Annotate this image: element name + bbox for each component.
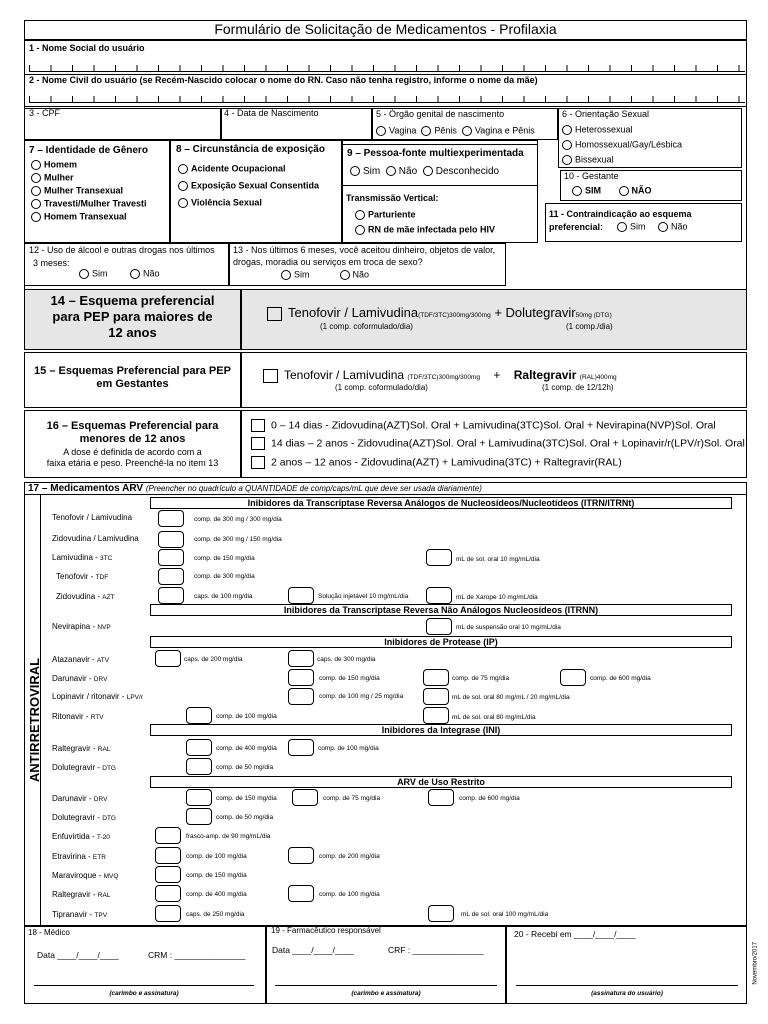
field-7-label: 7 – Identidade de Gênero	[29, 145, 148, 156]
field-6-label: 6 - Orientação Sexual	[562, 109, 650, 119]
field-17-box	[24, 482, 747, 926]
field-18-crm[interactable]: CRM : _______________	[148, 950, 246, 960]
quantity-box[interactable]	[186, 808, 212, 825]
field-16-title: 16 – Esquemas Preferencial para menores de 12 anos	[46, 420, 219, 445]
field-16-row[interactable]: 14 dias – 2 anos - Zidovudina(AZT)Sol. Oral + Lamivudina(3TC)Sol. Oral + Lopinavir/r(LPV/r)Sol. Oral	[251, 437, 745, 450]
quantity-box[interactable]	[155, 885, 181, 902]
quantity-box[interactable]	[560, 669, 586, 686]
drug-dose: comp. de 150 mg/dia	[216, 795, 277, 802]
drug-dose: comp. de 400 mg/dia	[216, 745, 277, 752]
quantity-box[interactable]	[426, 549, 452, 566]
field-5-label: 5 - Órgão genital de nascimento	[376, 109, 505, 119]
drug-row-label: Etravirina - ETR	[52, 852, 106, 861]
field-18-date[interactable]: Data ____/____/____	[37, 950, 119, 960]
drug-dose: comp. de 50 mg/dia	[216, 814, 274, 821]
quantity-box[interactable]	[288, 885, 314, 902]
field-2-label: 2 - Nome Civil do usuário (se Recém-Nascido colocar o nome do RN. Caso não tenha registro, informe o nome da mãe)	[29, 75, 538, 85]
drug-row-label: Zidovudina / Lamivudina	[52, 534, 139, 543]
field-10-label: 10 - Gestante	[564, 171, 619, 181]
quantity-box[interactable]	[186, 789, 212, 806]
section-arv-restrito: ARV de Uso Restrito	[150, 776, 732, 788]
field-7-option[interactable]: Homem Transexual	[31, 212, 127, 222]
section-ini: Inibidores da Integrase (INI)	[150, 724, 732, 736]
field-7-option[interactable]: Mulher Transexual	[31, 186, 123, 196]
field-19-label: 19 - Farmacêutico responsável	[271, 926, 381, 935]
drug-dose: caps. de 300 mg/dia	[317, 656, 376, 663]
field-8-option[interactable]: Violência Sexual	[178, 198, 262, 208]
section-itrn: Inibidores da Transcriptase Reversa Análogos de Nucleosídeos/Nucleotídeos (ITRN/ITRNt)	[150, 497, 732, 509]
drug-dose: comp. de 100 mg/dia	[216, 713, 277, 720]
field-14-note-2: (1 comp./dia)	[566, 322, 613, 331]
field-9-tv-option[interactable]: RN de mãe infectada pelo HIV	[355, 225, 495, 235]
quantity-box[interactable]	[423, 688, 449, 705]
field-12-label-2: 3 meses:	[33, 258, 70, 268]
field-6-option[interactable]: Bissexual	[562, 155, 614, 165]
field-18-signature-caption: (carimbo e assinatura)	[109, 990, 179, 997]
drug-row-label: Darunavir - DRV	[52, 794, 108, 803]
drug-dose: mL de suspensão oral 10 mg/mL/dia	[456, 624, 561, 631]
drug-row-label: Tipranavir - TPV	[52, 910, 108, 919]
field-16-row[interactable]: 0 – 14 dias - Zidovudina(AZT)Sol. Oral + Lamivudina(3TC)Sol. Oral + Nevirapina(NVP)Sol. Oral	[251, 419, 716, 432]
field-15-regimen[interactable]: Tenofovir / Lamivudina (TDF/3TC)300mg/300mg + Raltegravir (RAL)400mg	[263, 369, 617, 383]
quantity-box[interactable]	[288, 688, 314, 705]
field-8-option[interactable]: Exposição Sexual Consentida	[178, 181, 319, 191]
quantity-box[interactable]	[155, 847, 181, 864]
field-20-signature-caption: (assinatura do usuário)	[591, 990, 663, 997]
drug-dose: comp. de 150 mg/dia	[319, 675, 380, 682]
quantity-box[interactable]	[155, 650, 181, 667]
field-11-options[interactable]: Sim Não	[617, 222, 688, 232]
field-7-option[interactable]: Mulher	[31, 173, 74, 183]
quantity-box[interactable]	[288, 650, 314, 667]
drug-dose: comp. de 100 mg/dia	[319, 891, 380, 898]
quantity-box[interactable]	[158, 510, 184, 527]
drug-dose: mL de sol. oral 80 mg/mL / 20 mg/mL/dia	[452, 694, 570, 701]
field-18-label: 18 - Médico	[28, 928, 70, 937]
quantity-box[interactable]	[158, 568, 184, 585]
field-1-input[interactable]	[29, 62, 745, 72]
field-12-options[interactable]: Sim Não	[79, 269, 160, 279]
drug-row-label: Tenofovir - TDF	[56, 572, 109, 581]
drug-row-label: Nevirapina - NVP	[52, 622, 111, 631]
quantity-box[interactable]	[428, 905, 454, 922]
drug-dose: comp. de 100 mg / 25 mg/dia	[319, 693, 404, 700]
quantity-box[interactable]	[288, 739, 314, 756]
field-12-label: 12 - Uso de álcool e outras drogas nos últimos	[29, 245, 215, 255]
section-ip: Inibidores de Protease (IP)	[150, 636, 732, 648]
drug-row-label: Dolutegravir - DTG	[52, 763, 116, 772]
field-14-note-1: (1 comp. coformulado/dia)	[320, 322, 413, 331]
field-3-input[interactable]	[24, 108, 221, 140]
field-13-label-2: drogas, moradia ou serviços em troca de sexo?	[233, 257, 423, 267]
drug-dose: caps. de 250 mg/dia	[186, 911, 245, 918]
drug-dose: comp. de 400 mg/dia	[186, 891, 247, 898]
quantity-box[interactable]	[155, 827, 181, 844]
drug-dose: comp. de 150 mg/dia	[194, 555, 255, 562]
drug-dose: mL de sol. oral 10 mg/mL/dia	[456, 556, 540, 563]
field-1-label: 1 - Nome Social do usuário	[29, 43, 145, 53]
drug-dose: comp. de 75 mg/dia	[452, 675, 510, 682]
drug-dose: comp. de 200 mg/dia	[319, 853, 380, 860]
field-15-title: 15 – Esquemas Preferencial para PEP em Gestantes	[34, 365, 231, 390]
revision-note: Novembro/2017	[752, 941, 759, 985]
drug-dose: Solução injetável 10 mg/mL/dia	[318, 593, 409, 600]
drug-row-label: Tenofovir / Lamivudina	[52, 513, 133, 522]
field-17-label: 17 – Medicamentos ARV (Preencher no quadrículo a QUANTIDADE de comp/caps/mL que deve ser usada diariamente)	[28, 483, 482, 494]
field-9-label: 9 – Pessoa-fonte multiexperimentada	[347, 148, 524, 159]
drug-row-label: Dolutegravir - DTG	[52, 813, 116, 822]
field-13-options[interactable]: Sim Não	[281, 270, 369, 280]
drug-dose: comp. de 600 mg/dia	[590, 675, 651, 682]
quantity-box[interactable]	[155, 905, 181, 922]
drug-row-label: Atazanavir - ATV	[52, 655, 110, 664]
drug-row-label: Zidovudina - AZT	[56, 592, 115, 601]
quantity-box[interactable]	[288, 669, 314, 686]
field-8-label: 8 – Circunstância de exposição	[176, 144, 325, 155]
quantity-box[interactable]	[423, 669, 449, 686]
drug-dose: comp. de 300 mg/dia	[194, 573, 255, 580]
field-20-label[interactable]: 20 - Recebi em ____/____/____	[514, 929, 636, 939]
field-4-input[interactable]	[221, 108, 372, 140]
quantity-box[interactable]	[292, 789, 318, 806]
field-19-signature-caption: (carimbo e assinatura)	[351, 990, 421, 997]
quantity-box[interactable]	[423, 707, 449, 724]
quantity-box[interactable]	[186, 739, 212, 756]
field-2-input[interactable]	[29, 93, 745, 103]
field-20-signature-line[interactable]	[516, 985, 738, 986]
field-3-label: 3 - CPF	[29, 108, 61, 118]
field-5-options[interactable]: Vagina Pênis Vagina e Pênis	[376, 126, 535, 136]
drug-dose: comp. de 600 mg/dia	[459, 795, 520, 802]
field-4-label: 4 - Data de Nascimento	[224, 108, 319, 118]
drug-dose: mL de sol. oral 100 mg/mL/dia	[461, 911, 549, 918]
field-14-title: 14 – Esquema preferencial para PEP para maiores de 12 anos	[50, 293, 215, 340]
field-6-option[interactable]: Heterossexual	[562, 125, 633, 135]
field-10-options[interactable]: SIM NÃO	[572, 186, 652, 196]
field-15-note-2: (1 comp. de 12/12h)	[542, 383, 614, 392]
antirretroviral-side-label: ANTIRRETROVIRAL	[26, 657, 42, 783]
drug-dose: comp. de 300 mg / 300 mg/dia	[194, 516, 282, 523]
drug-dose: comp. de 75 mg/dia	[323, 795, 381, 802]
quantity-box[interactable]	[158, 549, 184, 566]
quantity-box[interactable]	[158, 531, 184, 548]
drug-dose: comp. de 100 mg/dia	[186, 853, 247, 860]
drug-dose: comp. de 100 mg/dia	[318, 745, 379, 752]
field-9-options[interactable]: Sim Não Desconhecido	[350, 166, 499, 177]
drug-dose: frasco-amp. de 90 mg/mL/dia	[186, 833, 271, 840]
quantity-box[interactable]	[426, 618, 452, 635]
field-19-signature-line[interactable]	[275, 985, 497, 986]
drug-dose: comp. de 50 mg/dia	[216, 764, 274, 771]
quantity-box[interactable]	[288, 847, 314, 864]
quantity-box[interactable]	[426, 587, 452, 604]
drug-dose: mL de Xarope 10 mg/mL/dia	[456, 594, 538, 601]
field-7-option[interactable]: Travesti/Mulher Travesti	[31, 199, 147, 209]
field-8-option[interactable]: Acidente Ocupacional	[178, 164, 286, 174]
drug-dose: caps. de 200 mg/dia	[184, 656, 243, 663]
section-itrnn: Inibidores da Transcriptase Reversa Não Análogos Nucleosídeos (ITRNN)	[150, 604, 732, 616]
drug-dose: caps. de 100 mg/dia	[194, 593, 253, 600]
field-6-option[interactable]: Homossexual/Gay/Lésbica	[562, 140, 682, 150]
drug-row-label: Darunavir - DRV	[52, 674, 108, 683]
quantity-box[interactable]	[288, 587, 314, 604]
field-9-tv-option[interactable]: Parturiente	[355, 210, 416, 220]
quantity-box[interactable]	[428, 789, 454, 806]
field-16-row[interactable]: 2 anos – 12 anos - Zidovudina(AZT) + Lamivudina(3TC) + Raltegravir(RAL)	[251, 456, 622, 469]
drug-row-label: Ritonavir - RTV	[52, 712, 104, 721]
drug-row-label: Maraviroque - MVQ	[52, 871, 119, 880]
field-14-regimen[interactable]: Tenofovir / Lamivudina(TDF/3TC)300mg/300mg + Dolutegravir50mg (DTG)	[267, 306, 612, 321]
drug-dose: mL de sol. oral 80 mg/mL/dia	[452, 714, 536, 721]
field-15-note-1: (1 comp. coformulado/dia)	[335, 383, 428, 392]
field-9-tv-label: Transmissão Vertical:	[346, 193, 439, 203]
form-title: Formulário de Solicitação de Medicamentos - Profilaxia	[214, 21, 557, 37]
drug-row-label: Enfuvirtida - T-20	[52, 832, 110, 841]
field-16-hint: A dose é definida de acordo com a faixa etária e peso. Preenchê-la no item 13	[46, 447, 219, 468]
quantity-box[interactable]	[155, 866, 181, 883]
field-7-option[interactable]: Homem	[31, 160, 77, 170]
field-18-signature-line[interactable]	[34, 985, 254, 986]
quantity-box[interactable]	[186, 758, 212, 775]
drug-row-label: Raltegravir - RAL	[52, 744, 111, 753]
field-19-crf[interactable]: CRF : _______________	[388, 945, 484, 955]
quantity-box[interactable]	[158, 587, 184, 604]
drug-dose: comp. de 300 mg / 150 mg/dia	[194, 536, 282, 543]
field-19-date[interactable]: Data ____/____/____	[272, 945, 354, 955]
drug-row-label: Lopinavir / ritonavir - LPV/r	[52, 692, 143, 701]
drug-dose: comp. de 150 mg/dia	[186, 872, 247, 879]
field-11-label: 11 - Contraindicação ao esquema	[549, 209, 692, 219]
field-13-label: 13 - Nos últimos 6 meses, você aceitou dinheiro, objetos de valor,	[233, 245, 496, 255]
quantity-box[interactable]	[186, 707, 212, 724]
field-11-label-2: preferencial:	[549, 222, 604, 232]
field-8-box	[170, 140, 342, 243]
drug-row-label: Lamivudina - 3TC	[52, 553, 113, 562]
drug-row-label: Raltegravir - RAL	[52, 890, 111, 899]
